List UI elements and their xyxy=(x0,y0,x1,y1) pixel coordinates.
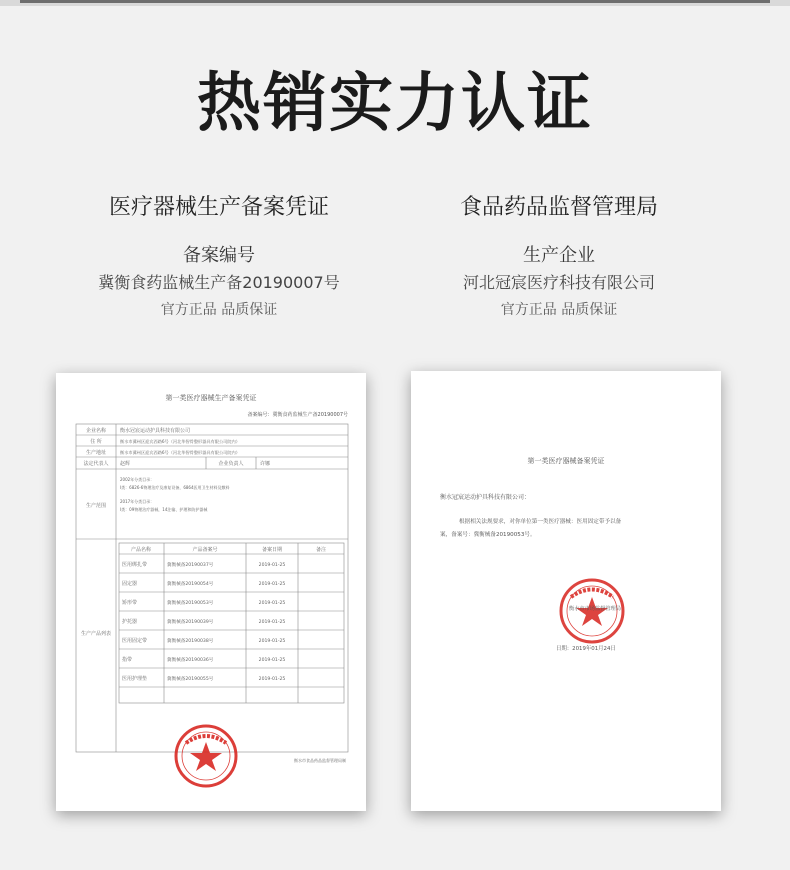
doc2-recipient: 衡水冠宸运动护具科技有限公司： xyxy=(440,494,531,501)
doc1-table-row-2 xyxy=(122,580,285,587)
left-value: 冀衡食药监械生产备20190007号 xyxy=(98,273,340,292)
record-certificate-image xyxy=(411,371,721,811)
doc1-row-2-date: 2019-01-25 xyxy=(258,582,286,587)
doc1-table-row-5 xyxy=(122,637,285,644)
left-note: 官方正品 品质保证 xyxy=(160,302,278,318)
doc1-row-3-number: 冀衡械备20190053号 xyxy=(167,601,214,606)
doc2-body-line-2: 案，备案号：冀衡械备20190053号。 xyxy=(440,532,536,538)
doc1-address-label: 住 所 xyxy=(90,439,102,445)
doc1-table-row-3 xyxy=(122,599,285,606)
doc1-header-date: 备案日期 xyxy=(261,547,283,553)
left-info-block xyxy=(69,190,369,322)
doc1-row-7-date: 2019-01-25 xyxy=(258,677,286,682)
doc1-title: 第一类医疗器械生产备案凭证 xyxy=(165,394,257,402)
doc1-site-label: 生产地址 xyxy=(85,450,107,456)
doc1-row-1-date: 2019-01-25 xyxy=(258,563,286,568)
top-bar-line xyxy=(20,0,770,3)
doc1-company-label: 企业名称 xyxy=(85,428,107,434)
doc1-header-name: 产品名称 xyxy=(130,547,152,553)
doc2-body-line-1: 根据相关法规要求，对你单位第一类医疗器械：医用固定带予以备 xyxy=(459,519,622,525)
doc1-site: 衡水市冀州区迎宾西路6号（河北华智骨整形器具有限公司院内） xyxy=(120,450,240,455)
doc1-row-6-number: 冀衡械备20190036号 xyxy=(167,658,214,663)
doc1-scope-line-3: 2017年分类目录： xyxy=(120,499,155,504)
left-heading: 医疗器械生产备案凭证 xyxy=(108,195,329,220)
doc1-row-2-number: 冀衡械备20190054号 xyxy=(167,582,214,587)
doc1-owner-label: 企业负责人 xyxy=(218,461,244,467)
doc1-table-grid xyxy=(76,424,348,752)
doc1-scope-label: 生产范围 xyxy=(85,503,107,509)
doc1-scope-line-1: 2002年分类目录： xyxy=(120,477,155,482)
doc1-row-7-number: 冀衡械备20190055号 xyxy=(167,677,214,682)
doc1-header-remark: 备注 xyxy=(315,547,327,553)
doc1-table-row-1 xyxy=(122,561,285,568)
doc1-row-4-date: 2019-01-25 xyxy=(258,620,286,625)
doc2-title: 第一类医疗器械备案凭证 xyxy=(527,457,605,465)
doc1-address: 衡水市冀州区迎宾西路6号（河北华智骨整形器具有限公司院内） xyxy=(120,439,240,444)
doc1-rep: 赵辉 xyxy=(120,461,131,467)
doc1-row-6-name: 指带 xyxy=(122,657,133,663)
doc1-table-row-6 xyxy=(122,656,285,663)
doc1-row-3-name: 矫形带 xyxy=(122,600,138,606)
production-certificate-svg xyxy=(56,373,366,811)
doc1-company: 衡水冠宸运动护具科技有限公司 xyxy=(120,428,191,434)
right-value: 河北冠宸医疗科技有限公司 xyxy=(462,273,655,292)
doc1-row-1-name: 医用绑扎带 xyxy=(122,562,148,568)
doc1-row-5-date: 2019-01-25 xyxy=(258,639,286,644)
doc1-row-7-name: 医用护理垫 xyxy=(122,676,148,682)
doc1-scope-line-4: Ⅰ类：09物理治疗器械，14注输、护理和防护器械 xyxy=(120,507,208,512)
doc1-row-6-date: 2019-01-25 xyxy=(258,658,286,663)
doc1-table-row-7 xyxy=(122,675,285,682)
doc1-table-row-4 xyxy=(122,618,285,625)
doc1-row-5-name: 医用固定带 xyxy=(122,638,148,644)
left-label: 备案编号 xyxy=(183,245,255,266)
doc1-owner: 许娜 xyxy=(260,461,271,467)
doc2-authority: 衡水市市场监督管理局 xyxy=(569,606,621,612)
page-title: 热销实力认证 xyxy=(197,67,593,141)
doc1-products-label: 生产产品列表 xyxy=(80,631,112,637)
doc1-scope-line-2: Ⅰ类：6826-6物理治疗及康复设备，6864医用卫生材料及敷料 xyxy=(120,485,230,490)
doc1-row-4-number: 冀衡械备20190039号 xyxy=(167,620,214,625)
doc1-header-number: 产品备案号 xyxy=(192,547,218,553)
doc1-row-2-name: 固定器 xyxy=(122,581,138,587)
right-note: 官方正品 品质保证 xyxy=(500,302,618,318)
record-certificate-svg xyxy=(411,371,721,811)
doc1-row-3-date: 2019-01-25 xyxy=(258,601,286,606)
right-info-block xyxy=(409,190,709,322)
doc1-red-seal-icon xyxy=(176,726,236,786)
production-certificate-image xyxy=(56,373,366,811)
doc1-row-4-name: 护托器 xyxy=(122,619,138,625)
doc1-footer: 衡水市食品药品监督管理局制 xyxy=(294,758,346,763)
doc1-number: 备案编号：冀衡食药监械生产备20190007号 xyxy=(247,412,348,418)
doc2-date: 日期：2019年01月24日 xyxy=(556,646,616,652)
doc1-rep-label: 法定代表人 xyxy=(83,461,109,467)
doc1-row-1-number: 冀衡械备20190037号 xyxy=(167,563,214,568)
doc1-row-5-number: 冀衡械备20190038号 xyxy=(167,639,214,644)
right-label: 生产企业 xyxy=(523,245,595,266)
right-heading: 食品药品监督管理局 xyxy=(459,195,658,220)
top-bar xyxy=(0,0,790,6)
